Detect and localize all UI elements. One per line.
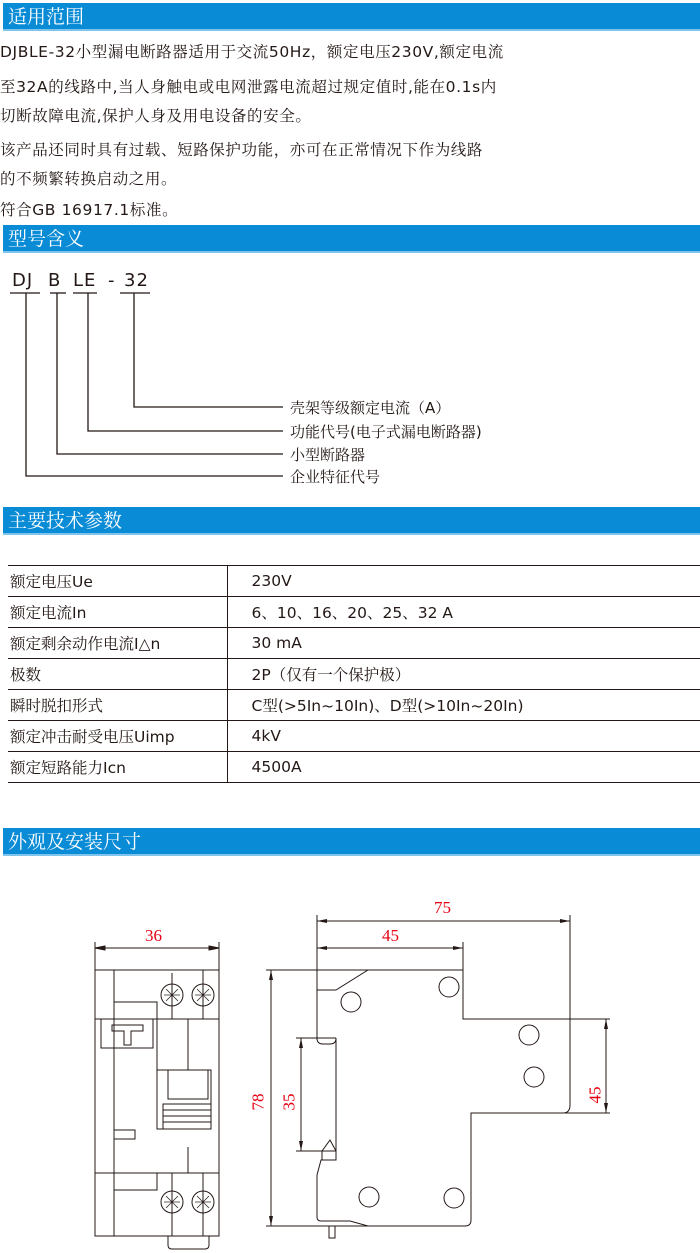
spec-key: 额定剩余动作电流I△n: [8, 628, 227, 659]
table-row: [8, 628, 700, 659]
dim-side-upper-width: 45: [382, 926, 399, 945]
scope-line: 符合GB 16917.1标准。: [0, 201, 179, 219]
dim-rail-height: 35: [279, 1093, 299, 1111]
legend-company-code: 企业特征代号: [290, 468, 381, 486]
section-header-dimensions: 外观及安装尺寸: [3, 828, 700, 856]
spec-key: 额定短路能力Icn: [8, 752, 227, 783]
scope-line: 该产品还同时具有过载、短路保护功能，亦可在正常情况下作为线路: [0, 141, 484, 159]
legend-function-code: 功能代号(电子式漏电断路器): [290, 423, 482, 441]
section-header-specs: 主要技术参数: [3, 507, 700, 535]
table-row: [8, 690, 700, 721]
spec-value: 2P（仅有一个保护极）: [227, 659, 700, 690]
table-row: [8, 597, 700, 628]
dim-side-height: 78: [248, 1093, 268, 1111]
legend-mcb: 小型断路器: [290, 446, 366, 464]
spec-key: 额定冲击耐受电压Uimp: [8, 721, 227, 752]
section-header-scope: 适用范围: [3, 3, 700, 31]
legend-rated-current: 壳架等级额定电流（A）: [290, 399, 451, 417]
scope-line: 切断故障电流,保护人身及用电设备的安全。: [0, 107, 312, 125]
code-part-dj: DJ: [12, 270, 34, 291]
code-part-b: B: [48, 270, 62, 291]
spec-table: [8, 565, 700, 783]
table-row: [8, 721, 700, 752]
front-view-drawing: [80, 900, 250, 1253]
spec-key: 额定电流In: [8, 597, 227, 628]
code-part-32: 32: [124, 270, 149, 291]
dim-front-width: 36: [145, 926, 162, 945]
code-part-dash: -: [108, 270, 116, 291]
spec-value: 230V: [227, 566, 700, 597]
section-header-model: 型号含义: [3, 225, 700, 253]
dim-side-total-width: 75: [434, 898, 451, 917]
model-legend-lines: [0, 290, 290, 490]
table-row: [8, 752, 700, 783]
spec-key: 极数: [8, 659, 227, 690]
spec-key: 额定电压Ue: [8, 566, 227, 597]
spec-value: C型(>5In~10In)、D型(>10In~20In): [227, 690, 700, 721]
spec-value: 4kV: [227, 721, 700, 752]
table-row: [8, 659, 700, 690]
scope-line: 的不频繁转换启动之用。: [0, 170, 178, 188]
table-row: [8, 566, 700, 597]
dim-right-step-height: 45: [585, 1086, 605, 1104]
scope-line: DJBLE-32小型漏电断路器适用于交流50Hz，额定电压230V,额定电流: [0, 43, 504, 61]
spec-value: 6、10、16、20、25、32 A: [227, 597, 700, 628]
spec-value: 4500A: [227, 752, 700, 783]
spec-value: 30 mA: [227, 628, 700, 659]
code-part-le: LE: [73, 270, 97, 291]
spec-key: 瞬时脱扣形式: [8, 690, 227, 721]
side-view-drawing: [250, 890, 630, 1253]
scope-line: 至32A的线路中,当人身触电或电网泄露电流超过规定值时,能在0.1s内: [0, 78, 497, 96]
